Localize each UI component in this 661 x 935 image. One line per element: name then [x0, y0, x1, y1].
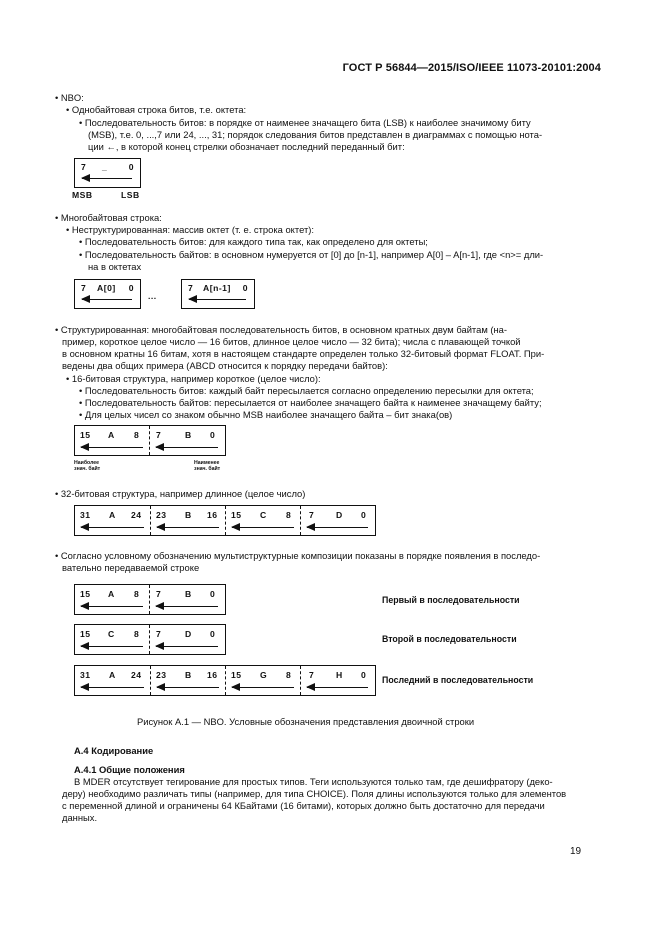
seq3-h-arrow-icon — [307, 687, 368, 688]
unstructured-title: • Неструктурированная: массив октет (т. е. строка октет): — [66, 224, 315, 235]
s16-note-msb-2: знач. байт — [74, 466, 101, 472]
seq3-g-arrow-icon — [232, 687, 294, 688]
seq1-byte-a — [75, 585, 149, 614]
seq2-byte-d — [149, 625, 224, 654]
s32-b-hi: 23 — [156, 510, 167, 520]
s16-title: • 16-битовая структура, например короткое (целое число): — [66, 373, 321, 384]
s16-note-lsb-2: знач. байт — [194, 466, 221, 472]
array-first-name: A[0] — [97, 283, 116, 293]
octet-msb-label: MSB — [72, 190, 93, 200]
s16-b-arrow-icon — [156, 447, 218, 448]
sequence-first-caption: Первый в последовательности — [382, 595, 520, 605]
s32-b-lo: 16 — [207, 510, 218, 520]
array-first-octet — [74, 279, 141, 309]
s16-bullet-1: • Последовательность битов: каждый байт пересылается согласно определению пересылки для октета; — [79, 385, 534, 396]
seq2-c-name: C — [108, 629, 115, 639]
array-first-lo: 0 — [128, 283, 134, 293]
nbo-label: • NBO: — [55, 92, 84, 103]
s32-c-hi: 15 — [231, 510, 242, 520]
sequence-last-diagram — [74, 665, 376, 696]
s32-d-lo: 0 — [361, 510, 367, 520]
s32-d-arrow-icon — [307, 527, 368, 528]
array-first-arrow-icon — [82, 299, 132, 300]
octet-diagram — [74, 158, 141, 188]
structured-line-3: в основном кратны 16 битам, хотя в настоящем стандарте определен только 32-битовый формат FLOAT. При- — [62, 348, 545, 359]
seq2-d-lo: 0 — [210, 629, 216, 639]
unstructured-bits: • Последовательность битов: для каждого типа так, как определено для октеты; — [79, 236, 428, 247]
s16-note-lsb — [194, 460, 220, 472]
single-byte-title: • Однобайтовая строка битов, т.е. октета: — [66, 104, 247, 115]
seq3-byte-h — [300, 666, 374, 695]
multi-struct-line-1: • Согласно условному обозначению мультиструктурные композиции показаны в порядке появления в последо- — [55, 550, 541, 561]
seq3-byte-b — [150, 666, 225, 695]
seq3-b-hi: 23 — [156, 670, 167, 680]
s32-b-arrow-icon — [157, 527, 219, 528]
array-ellipsis: ... — [148, 291, 157, 301]
seq3-h-hi: 7 — [309, 670, 315, 680]
s32-diagram — [74, 505, 376, 536]
seq1-b-name: B — [185, 589, 192, 599]
s32-a-hi: 31 — [80, 510, 91, 520]
octet-lsb-index: 0 — [128, 162, 134, 172]
bit-order-line-2: (MSB), т.е. 0, ...,7 или 24, ..., 31; порядок следования битов представлен в диаграммах с помощью нота- — [88, 129, 543, 140]
unstructured-bytes-2: на в октетах — [88, 261, 142, 272]
multi-title: • Многобайтовая строка: — [55, 212, 162, 223]
seq3-byte-a — [75, 666, 150, 695]
array-last-name: A[n-1] — [203, 283, 231, 293]
seq2-d-name: D — [185, 629, 192, 639]
seq2-c-arrow-icon — [81, 646, 143, 647]
seq1-byte-b — [149, 585, 224, 614]
s32-byte-a — [75, 506, 150, 535]
s32-d-name: D — [336, 510, 343, 520]
s16-a-lo: 8 — [134, 430, 140, 440]
s16-a-name: A — [108, 430, 115, 440]
seq3-a-arrow-icon — [81, 687, 144, 688]
structured-line-2: пример, короткое целое число — 16 битов, длинное целое число — 32 бита); числа с плавающей точкой — [62, 336, 521, 347]
s32-c-lo: 8 — [286, 510, 292, 520]
sequence-second-caption: Второй в последовательности — [382, 634, 517, 644]
s16-b-lo: 0 — [210, 430, 216, 440]
sequence-second-diagram — [74, 624, 226, 655]
s16-note-msb — [74, 460, 100, 472]
s16-byte-b — [149, 426, 224, 455]
s16-byte-a — [75, 426, 149, 455]
seq2-d-hi: 7 — [156, 629, 162, 639]
document-header: ГОСТ Р 56844—2015/ISO/IEEE 11073-20101:2004 — [342, 62, 601, 74]
s32-a-lo: 24 — [131, 510, 142, 520]
section-title: А.4 Кодирование — [74, 745, 154, 756]
seq3-b-lo: 16 — [207, 670, 218, 680]
structured-line-1: • Структурированная: многобайтовая последовательность битов, в основном кратных двум байтам (на- — [55, 324, 508, 335]
octet-msb-index: 7 — [81, 162, 87, 172]
multi-struct-line-2: вательно передаваемой строке — [62, 562, 200, 573]
s32-title: • 32-битовая структура, например длинное (целое число) — [55, 488, 306, 499]
seq2-d-arrow-icon — [156, 646, 218, 647]
s32-c-arrow-icon — [232, 527, 294, 528]
array-last-octet — [181, 279, 255, 309]
array-last-hi: 7 — [188, 283, 194, 293]
seq3-g-lo: 8 — [286, 670, 292, 680]
seq2-byte-c — [75, 625, 149, 654]
seq3-b-name: B — [185, 670, 192, 680]
seq3-a-lo: 24 — [131, 670, 142, 680]
figure-caption: Рисунок А.1 — NBO. Условные обозначения представления двоичной строки — [137, 716, 475, 727]
s32-a-name: A — [109, 510, 116, 520]
s32-byte-d — [300, 506, 374, 535]
s32-a-arrow-icon — [81, 527, 144, 528]
seq1-b-hi: 7 — [156, 589, 162, 599]
seq3-a-name: A — [109, 670, 116, 680]
s16-note-lsb-1: Наименее — [194, 460, 220, 466]
seq1-a-lo: 8 — [134, 589, 140, 599]
section-subtitle: А.4.1 Общие положения — [74, 764, 185, 775]
s16-a-hi: 15 — [80, 430, 91, 440]
section-line-2: деру) необходимо различать типы (например, для типа CHOICE). Поля длины используются только для элементов — [62, 788, 567, 799]
sequence-first-diagram — [74, 584, 226, 615]
seq3-h-lo: 0 — [361, 670, 367, 680]
s16-a-arrow-icon — [81, 447, 143, 448]
octet-arrow-icon — [82, 178, 132, 179]
s32-byte-c — [225, 506, 300, 535]
seq3-h-name: H — [336, 670, 343, 680]
section-line-4: данных. — [62, 812, 98, 823]
structured-line-4: ведены два общих примера (ABCD относится к порядку передачи байтов): — [62, 360, 388, 371]
sequence-last-caption: Последний в последовательности — [382, 675, 534, 685]
s32-b-name: B — [185, 510, 192, 520]
seq2-c-hi: 15 — [80, 629, 91, 639]
s32-c-name: C — [260, 510, 267, 520]
page-number: 19 — [570, 846, 582, 857]
s16-b-hi: 7 — [156, 430, 162, 440]
seq2-c-lo: 8 — [134, 629, 140, 639]
s32-d-hi: 7 — [309, 510, 315, 520]
octet-lsb-label: LSB — [121, 190, 140, 200]
s16-note-msb-1: Наиболее — [74, 460, 100, 466]
bit-order-line-1: • Последовательность битов: в порядке от наименее значащего бита (LSB) к наиболее значимому биту — [79, 117, 531, 128]
bit-order-line-3: ции ←, в которой конец стрелки обозначает последний переданный бит: — [88, 141, 405, 152]
array-last-arrow-icon — [189, 299, 246, 300]
array-last-lo: 0 — [242, 283, 248, 293]
seq1-b-arrow-icon — [156, 606, 218, 607]
section-line-1: В MDER отсутствует тегирование для простых типов. Теги используются только там, где дешифратору (деко- — [74, 776, 553, 787]
octet-mid-mark: _ — [102, 162, 108, 172]
seq1-a-name: A — [108, 589, 115, 599]
seq1-a-hi: 15 — [80, 589, 91, 599]
seq1-b-lo: 0 — [210, 589, 216, 599]
s32-byte-b — [150, 506, 225, 535]
seq1-a-arrow-icon — [81, 606, 143, 607]
seq3-byte-g — [225, 666, 300, 695]
seq3-g-name: G — [260, 670, 268, 680]
unstructured-bytes-1: • Последовательность байтов: в основном нумеруется от [0] до [n-1], например A[0] – A[n-1], где <n>= дли- — [79, 249, 544, 260]
section-line-3: с переменной длиной и ограничены 64 КБайтами (16 битами), которых должно быть достаточно для передачи — [62, 800, 545, 811]
s16-b-name: B — [185, 430, 192, 440]
seq3-b-arrow-icon — [157, 687, 219, 688]
seq3-g-hi: 15 — [231, 670, 242, 680]
s16-bullet-2: • Последовательность байтов: пересылается от наиболее значащего байта к наименее значащему байту; — [79, 397, 542, 408]
s16-bullet-3: • Для целых чисел со знаком обычно MSB наиболее значащего байта – бит знака(ов) — [79, 409, 453, 420]
seq3-a-hi: 31 — [80, 670, 91, 680]
s16-diagram — [74, 425, 226, 456]
array-first-hi: 7 — [81, 283, 87, 293]
